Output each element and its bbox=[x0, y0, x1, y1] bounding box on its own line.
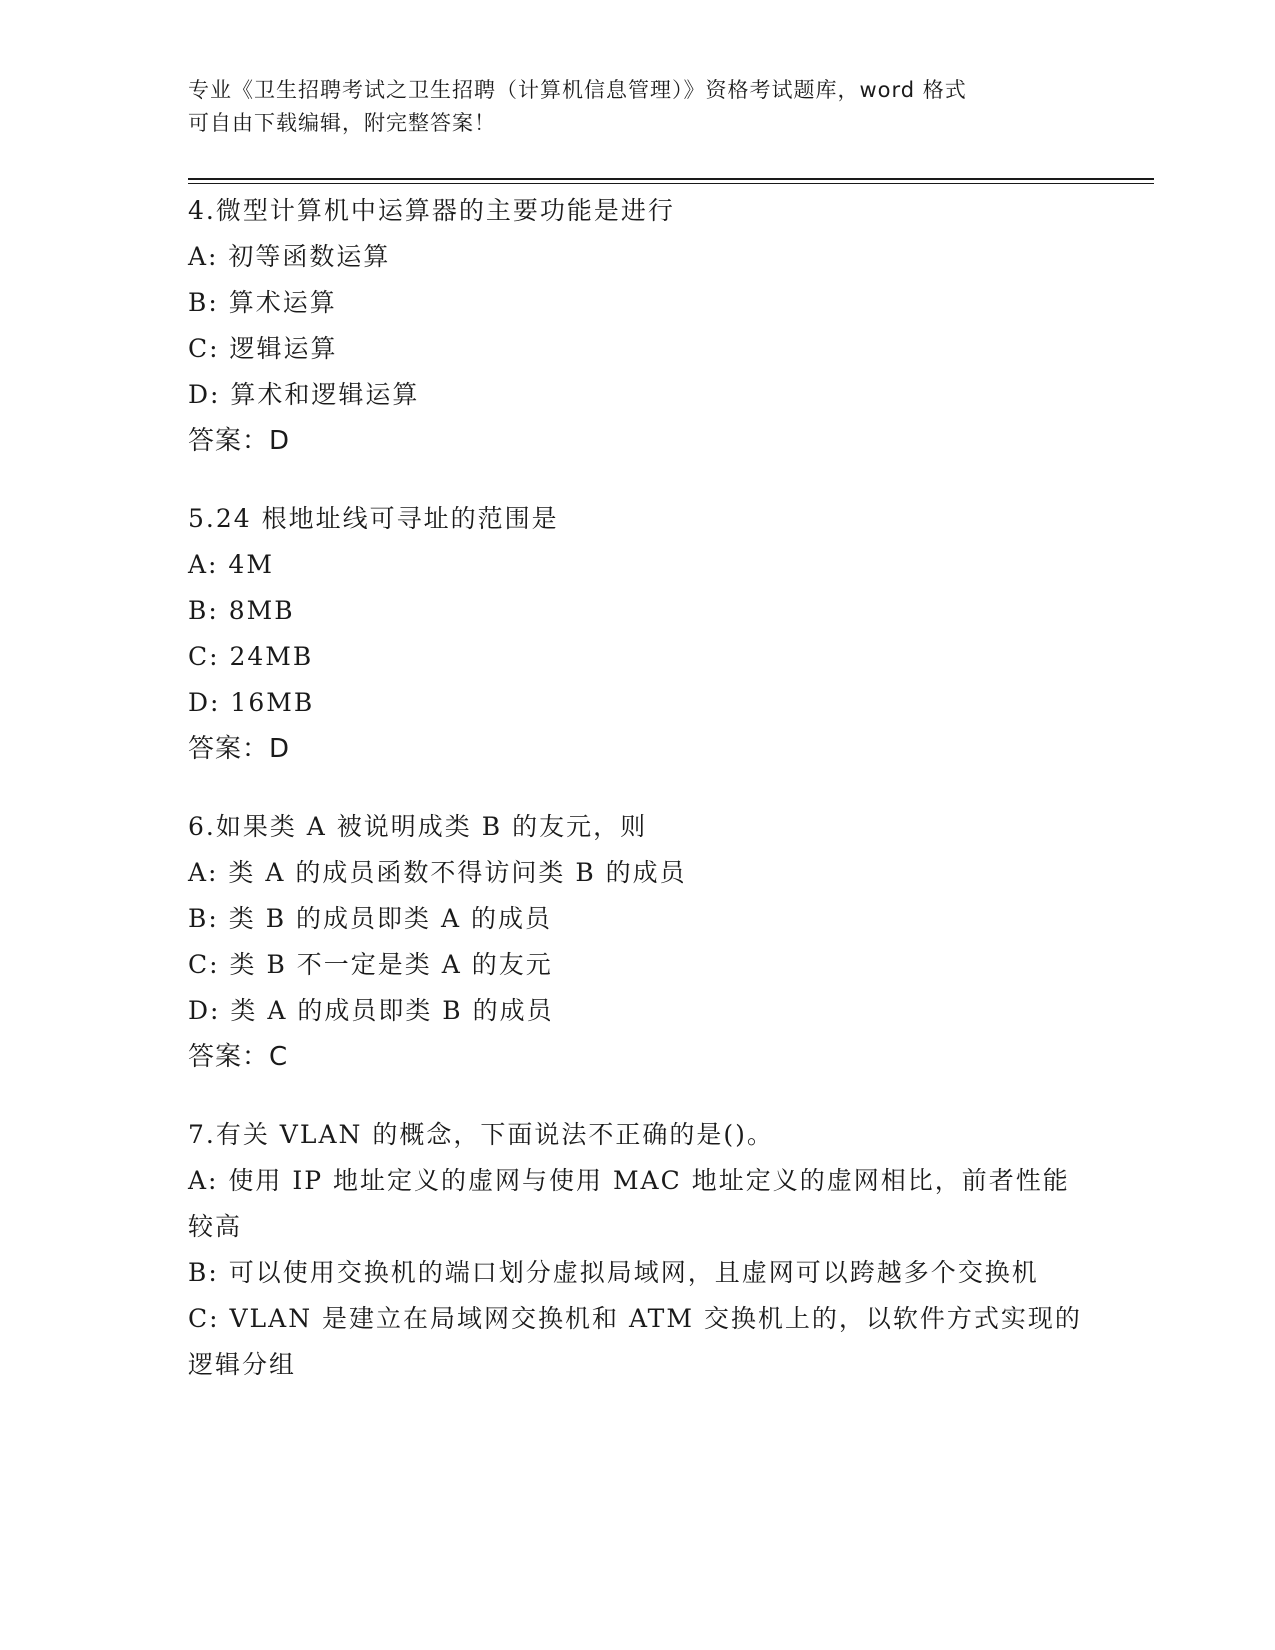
option-d: D: 类 A 的成员即类 B 的成员 bbox=[188, 996, 554, 1025]
question-stem: 4.微型计算机中运算器的主要功能是进行 bbox=[188, 196, 675, 225]
option-b: B: 算术运算 bbox=[188, 288, 337, 317]
question-stem: 6.如果类 A 被说明成类 B 的友元，则 bbox=[188, 812, 648, 841]
option-d: D: 16MB bbox=[188, 688, 315, 717]
option-c: C: 24MB bbox=[188, 642, 314, 671]
answer-label: 答案：D bbox=[188, 734, 291, 764]
question-5 bbox=[188, 496, 1088, 772]
answer-label: 答案：C bbox=[188, 1042, 289, 1072]
answer-label: 答案：D bbox=[188, 426, 291, 456]
document-header bbox=[188, 74, 1088, 140]
option-d: D: 算术和逻辑运算 bbox=[188, 380, 420, 409]
question-list bbox=[188, 188, 1088, 1420]
question-stem: 5.24 根地址线可寻址的范围是 bbox=[188, 504, 559, 533]
question-stem: 7.有关 VLAN 的概念，下面说法不正确的是()。 bbox=[188, 1120, 774, 1149]
question-6 bbox=[188, 804, 1088, 1080]
option-c: C: 类 B 不一定是类 A 的友元 bbox=[188, 950, 553, 979]
option-a: A: 使用 IP 地址定义的虚网与使用 MAC 地址定义的虚网相比，前者性能较高 bbox=[188, 1166, 1070, 1241]
option-b: B: 可以使用交换机的端口划分虚拟局域网，且虚网可以跨越多个交换机 bbox=[188, 1258, 1039, 1287]
option-a: A: 4M bbox=[188, 550, 274, 579]
option-b: B: 类 B 的成员即类 A 的成员 bbox=[188, 904, 552, 933]
question-4 bbox=[188, 188, 1088, 464]
option-b: B: 8MB bbox=[188, 596, 295, 625]
question-7 bbox=[188, 1112, 1088, 1388]
option-c: C: 逻辑运算 bbox=[188, 334, 338, 363]
option-a: A: 初等函数运算 bbox=[188, 242, 391, 271]
header-divider bbox=[188, 178, 1154, 184]
header-line-2: 可自由下载编辑，附完整答案！ bbox=[188, 111, 496, 135]
header-line-1: 专业《卫生招聘考试之卫生招聘（计算机信息管理）》资格考试题库，word 格式 bbox=[188, 78, 967, 102]
option-c: C: VLAN 是建立在局域网交换机和 ATM 交换机上的，以软件方式实现的逻辑分组 bbox=[188, 1304, 1082, 1379]
option-a: A: 类 A 的成员函数不得访问类 B 的成员 bbox=[188, 858, 687, 887]
